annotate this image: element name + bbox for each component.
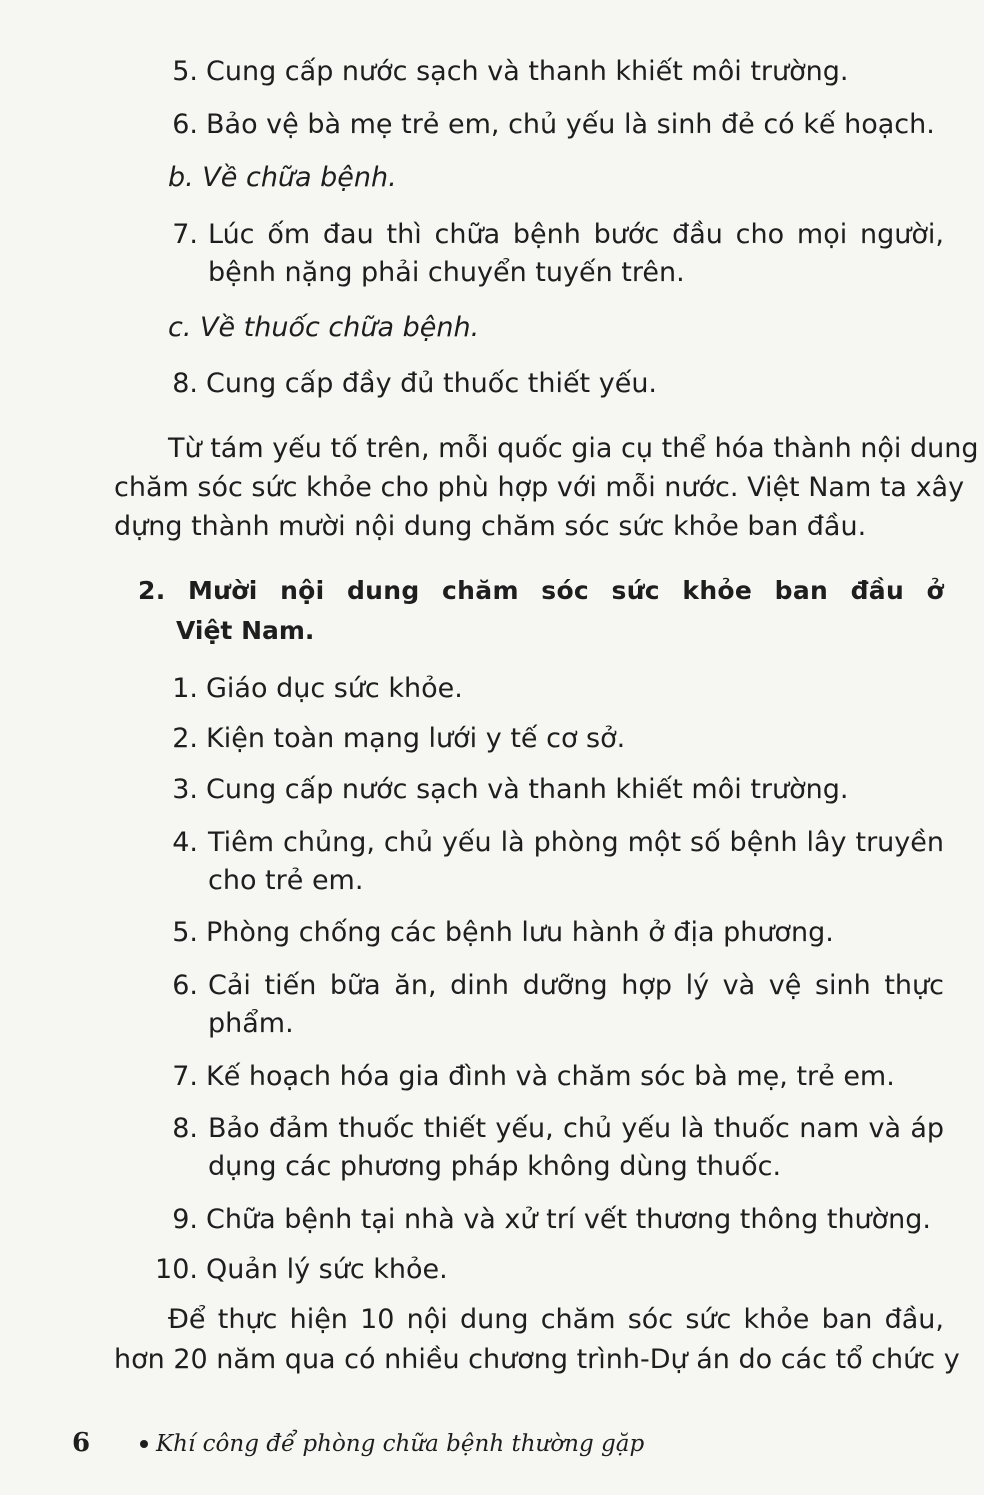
list-item-text: Cung cấp đầy đủ thuốc thiết yếu. xyxy=(206,368,658,399)
list-item-text: Phòng chống các bệnh lưu hành ở địa phương. xyxy=(206,917,834,948)
paragraph-line: hơn 20 năm qua có nhiều chương trình-Dự án do các tổ chức y xyxy=(114,1344,960,1375)
list-number: 9. xyxy=(172,1204,198,1235)
list-number: 8. xyxy=(172,1113,198,1144)
list-item-text: Bảo vệ bà mẹ trẻ em, chủ yếu là sinh đẻ có kế hoạch. xyxy=(206,109,935,140)
list-item-text-continued: dụng các phương pháp không dùng thuốc. xyxy=(208,1151,782,1182)
list-item-text-continued: cho trẻ em. xyxy=(208,865,364,896)
list-item-text: Cung cấp nước sạch và thanh khiết môi trường. xyxy=(206,774,849,805)
running-footer-title: Khí công để phòng chữa bệnh thường gặp xyxy=(156,1431,645,1457)
bullet-icon xyxy=(140,1440,148,1448)
list-number: 8. xyxy=(172,368,198,399)
list-number: 7. xyxy=(172,1061,198,1092)
list-item-text: Bảo đảm thuốc thiết yếu, chủ yếu là thuốc nam và áp xyxy=(208,1113,944,1144)
list-item-text: Chữa bệnh tại nhà và xử trí vết thương thông thường. xyxy=(206,1204,932,1235)
list-number: 6. xyxy=(172,970,198,1001)
list-item-text: Kế hoạch hóa gia đình và chăm sóc bà mẹ, trẻ em. xyxy=(206,1061,895,1092)
list-number: 10. xyxy=(155,1254,198,1285)
list-item-text: Kiện toàn mạng lưới y tế cơ sở. xyxy=(206,723,626,754)
page-number: 6 xyxy=(72,1428,91,1458)
list-item-text-continued: phẩm. xyxy=(208,1008,294,1039)
list-number: 4. xyxy=(172,827,198,858)
paragraph-line: dựng thành mười nội dung chăm sóc sức khỏe ban đầu. xyxy=(114,511,867,542)
list-item-text: Lúc ốm đau thì chữa bệnh bước đầu cho mọi người, xyxy=(208,219,944,250)
paragraph-line: Từ tám yếu tố trên, mỗi quốc gia cụ thể hóa thành nội dung xyxy=(168,433,979,464)
list-item-text: Giáo dục sức khỏe. xyxy=(206,673,463,704)
list-number: 7. xyxy=(172,219,198,250)
list-number: 6. xyxy=(172,109,198,140)
list-number: 2. xyxy=(172,723,198,754)
section-heading: 2. Mười nội dung chăm sóc sức khỏe ban đầu ở xyxy=(138,576,944,605)
list-item-text: Cải tiến bữa ăn, dinh dưỡng hợp lý và vệ sinh thực xyxy=(208,970,944,1001)
list-number: 5. xyxy=(172,917,198,948)
list-item-text: Cung cấp nước sạch và thanh khiết môi trường. xyxy=(206,56,849,87)
list-number: 5. xyxy=(172,56,198,87)
list-number: 3. xyxy=(172,774,198,805)
list-item-text: Tiêm chủng, chủ yếu là phòng một số bệnh lây truyền xyxy=(208,827,944,858)
list-item-text-continued: bệnh nặng phải chuyển tuyến trên. xyxy=(208,257,685,288)
paragraph-line: chăm sóc sức khỏe cho phù hợp với mỗi nước. Việt Nam ta xây xyxy=(114,472,965,503)
section-heading-continued: Việt Nam. xyxy=(176,616,315,645)
list-number: 1. xyxy=(172,673,198,704)
subsection-heading-c: c. Về thuốc chữa bệnh. xyxy=(168,312,480,343)
paragraph-line: Để thực hiện 10 nội dung chăm sóc sức khỏe ban đầu, xyxy=(168,1304,944,1335)
subsection-heading-b: b. Về chữa bệnh. xyxy=(168,162,397,193)
list-item-text: Quản lý sức khỏe. xyxy=(206,1254,448,1285)
